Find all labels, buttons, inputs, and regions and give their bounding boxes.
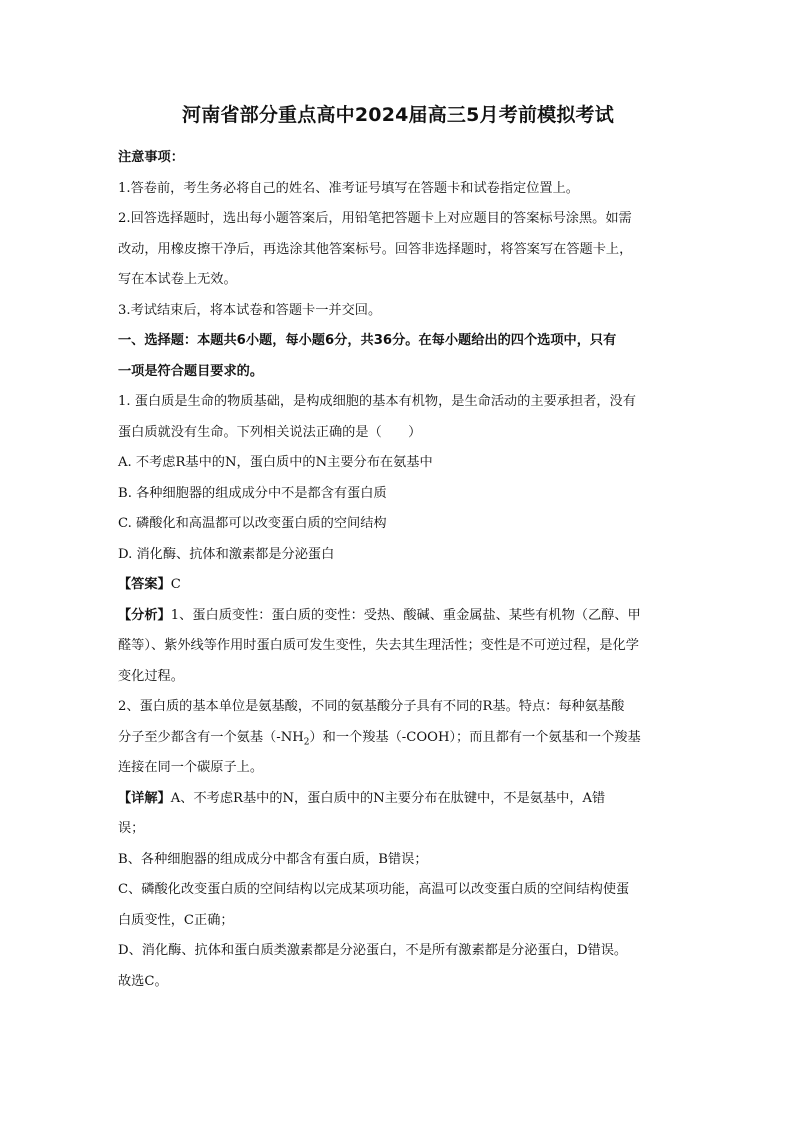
detail-text: B、各种细胞器的组成成分中都含有蛋白质，B错误； xyxy=(118,851,428,867)
section-heading: 一项是符合题目要求的。 xyxy=(118,363,264,379)
question-option-b: B. 各种细胞器的组成成分中不是都含有蛋白质 xyxy=(118,485,387,501)
section-heading: 一、选择题：本题共6小题，每小题6分，共36分。在每小题给出的四个选项中，只有 xyxy=(118,333,617,348)
notice-item: 2.回答选择题时，选出每小题答案后，用铅笔把答题卡上对应题目的答案标号涂黑。如需 xyxy=(118,211,632,226)
notice-item: 写在本试卷上无效。 xyxy=(118,272,237,287)
analysis-text: 1、蛋白质变性：蛋白质的变性：受热、酸碱、重金属盐、某些有机物（乙醇、甲 xyxy=(170,607,641,623)
document-page xyxy=(118,100,678,997)
notice-item: 改动，用橡皮擦干净后，再选涂其他答案标号。回答非选择题时，将答案写在答题卡上， xyxy=(118,241,633,257)
question-stem: 1. 蛋白质是生命的物质基础，是构成细胞的基本有机物，是生命活动的主要承担者，没有 xyxy=(118,394,636,409)
detail-text: 误； xyxy=(118,821,145,836)
analysis-text xyxy=(118,723,678,754)
answer-label: 【答案】 xyxy=(118,577,171,592)
question-stem: 蛋白质就没有生命。下列相关说法正确的是（ ） xyxy=(118,424,422,440)
notice-heading: 注意事项： xyxy=(118,150,184,165)
question-option-a: A. 不考虑R基中的N，蛋白质中的N主要分布在氨基中 xyxy=(118,455,433,470)
notice-item: 1.答卷前，考生务必将自己的姓名、准考证号填写在答题卡和试卷指定位置上。 xyxy=(118,180,579,196)
detail-text: C、磷酸化改变蛋白质的空间结构以完成某项功能，高温可以改变蛋白质的空间结构使蛋 xyxy=(118,882,630,897)
detail-text: D、消化酶、抗体和蛋白质类激素都是分泌蛋白，不是所有激素都是分泌蛋白，D错误。 xyxy=(118,943,628,958)
analysis-text-part: ）和一个羧基（-COOH）；而且都有一个氨基和一个羧基 xyxy=(309,729,641,745)
analysis-text: 连接在同一个碳原子上。 xyxy=(118,760,264,775)
detail-label: 【详解】 xyxy=(118,790,171,806)
detail-line xyxy=(118,784,678,815)
answer-value: C xyxy=(170,577,181,592)
page-title: 河南省部分重点高中2024届高三5月考前模拟考试 xyxy=(182,104,614,126)
question-option-d: D. 消化酶、抗体和激素都是分泌蛋白 xyxy=(118,546,335,562)
analysis-text: 醛等）、紫外线等作用时蛋白质可发生变性，失去其生理活性；变性是不可逆过程，是化学 xyxy=(118,638,639,653)
detail-text: 故选C。 xyxy=(118,973,168,989)
answer-line xyxy=(118,570,678,601)
analysis-label: 【分析】 xyxy=(118,607,171,623)
question-option-c: C. 磷酸化和高温都可以改变蛋白质的空间结构 xyxy=(118,516,387,531)
analysis-text: 2、蛋白质的基本单位是氨基酸，不同的氨基酸分子具有不同的R基。特点：每种氨基酸 xyxy=(118,699,625,714)
notice-item: 3.考试结束后，将本试卷和答题卡一并交回。 xyxy=(118,302,382,318)
detail-text: 白质变性，C正确； xyxy=(118,912,234,928)
analysis-text: 变化过程。 xyxy=(118,668,184,684)
analysis-line xyxy=(118,601,678,632)
detail-text: A、不考虑R基中的N，蛋白质中的N主要分布在肽键中，不是氨基中，A错 xyxy=(170,790,606,806)
analysis-text-part: 分子至少都含有一个氨基（-NH xyxy=(118,729,304,745)
subscript: 2 xyxy=(303,737,310,748)
